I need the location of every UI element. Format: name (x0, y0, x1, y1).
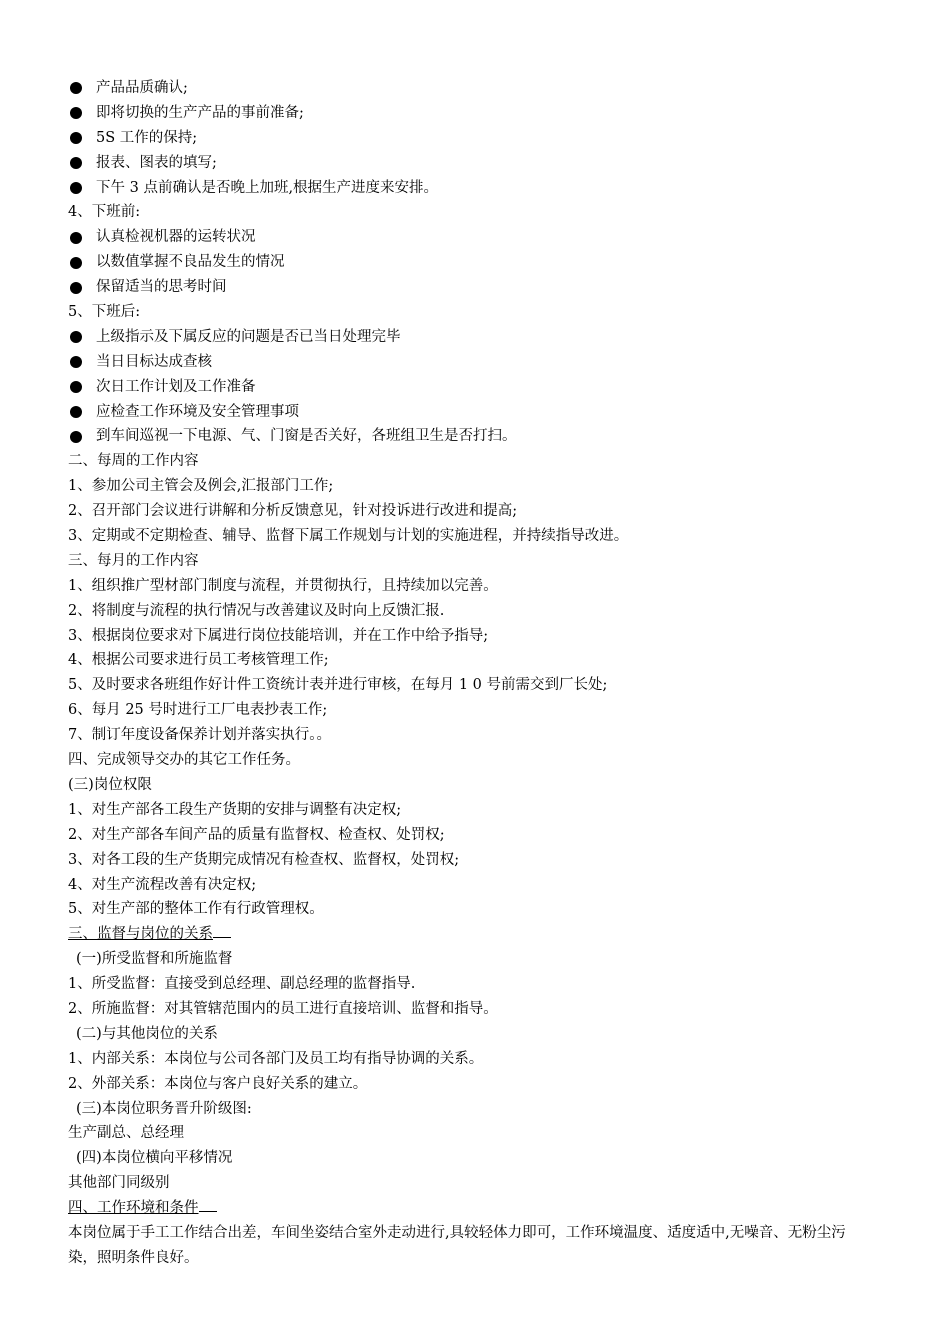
bullet-icon (70, 331, 82, 343)
authority-item: 2、对生产部各车间产品的质量有监督权、检查权、处罚权; (68, 826, 445, 843)
section-title-monthly: 三、每月的工作内容 (68, 552, 199, 569)
list-item (68, 275, 878, 300)
list-item-text: 保留适当的思考时间 (96, 279, 227, 296)
bullet-icon (70, 356, 82, 368)
list-item (68, 76, 878, 101)
bullet-icon (70, 232, 82, 244)
subsection-title-other-post: (二)与其他岗位的关系 (76, 1025, 218, 1042)
authority-item: 1、对生产部各工段生产货期的安排与调整有决定权; (68, 801, 402, 818)
list-item-text: 即将切换的生产产品的事前准备; (96, 104, 304, 121)
authority-item: 5、对生产部的整体工作有行政管理权。 (68, 901, 324, 918)
list-item (68, 101, 878, 126)
bullet-icon (70, 132, 82, 144)
list-item-text: 到车间巡视一下电源、气、门窗是否关好，各班组卫生是否打扫。 (96, 428, 517, 445)
bullet-icon (70, 157, 82, 169)
list-item (68, 126, 878, 151)
other-post-item: 1、内部关系：本岗位与公司各部门及员工均有指导协调的关系。 (68, 1050, 484, 1067)
list-item (68, 250, 878, 275)
bullet-icon (70, 182, 82, 194)
promotion-value: 生产副总、总经理 (68, 1125, 184, 1142)
weekly-item: 3、定期或不定期检查、辅导、监督下属工作规划与计划的实施进程，并持续指导改进。 (68, 528, 629, 545)
list-item-text: 上级指示及下属反应的问题是否已当日处理完毕 (96, 328, 401, 345)
list-item (68, 176, 878, 201)
authority-item: 4、对生产流程改善有决定权; (68, 876, 257, 893)
other-task: 四、完成领导交办的其它工作任务。 (68, 752, 300, 769)
relation-title-text: 三、监督与岗位的关系 (68, 926, 213, 943)
document-body (68, 76, 878, 1271)
list-item-text: 5S 工作的保持; (96, 129, 198, 146)
monthly-item: 7、制订年度设备保养计划并落实执行。。 (68, 727, 331, 744)
list-item (68, 375, 878, 400)
subsection-title-supervision: (一)所受监督和所施监督 (76, 951, 233, 968)
list-item-text: 当日目标达成查核 (96, 353, 212, 370)
monthly-item: 6、每月 25 号时进行工厂电表抄表工作; (68, 702, 328, 719)
list-item (68, 400, 878, 425)
list-item (68, 325, 878, 350)
underline-pad (199, 1197, 217, 1212)
bullet-icon (70, 406, 82, 418)
section-title-authority: (三)岗位权限 (68, 776, 152, 793)
section-title-relation (68, 922, 878, 947)
list-item-text: 以数值掌握不良品发生的情况 (96, 254, 285, 271)
supervision-item: 1、所受监督：直接受到总经理、副总经理的监督指导. (68, 976, 416, 993)
supervision-item: 2、所施监督：对其管辖范围内的员工进行直接培训、监督和指导。 (68, 1000, 498, 1017)
list-item (68, 424, 878, 449)
authority-item: 3、对各工段的生产货期完成情况有检查权、监督权，处罚权; (68, 851, 460, 868)
environment-title-text: 四、工作环境和条件 (68, 1200, 199, 1217)
bullet-icon (70, 107, 82, 119)
section-title-weekly: 二、每周的工作内容 (68, 453, 199, 470)
weekly-item: 2、召开部门会议进行讲解和分析反馈意见，针对投诉进行改进和提高; (68, 503, 518, 520)
list-item (68, 350, 878, 375)
subsection-title-lateral: (四)本岗位横向平移情况 (76, 1150, 233, 1167)
list-item-text: 认真检视机器的运转状况 (96, 229, 256, 246)
bullet-icon (70, 282, 82, 294)
list-item-text: 下午 3 点前确认是否晚上加班,根据生产进度来安排。 (96, 179, 439, 196)
monthly-item: 4、根据公司要求进行员工考核管理工作; (68, 652, 329, 669)
list-item (68, 151, 878, 176)
monthly-item: 1、组织推广型材部门制度与流程，并贯彻执行，且持续加以完善。 (68, 577, 498, 594)
lateral-value: 其他部门同级别 (68, 1175, 170, 1192)
environment-paragraph: 本岗位属于手工工作结合出差，车间坐姿结合室外走动进行,具较轻体力即可，工作环境温度、适度适中,无噪音、无粉尘污染，照明条件良好。 (68, 1224, 846, 1266)
list-item-text: 次日工作计划及工作准备 (96, 378, 256, 395)
underline-pad (213, 923, 231, 938)
other-post-item: 2、外部关系：本岗位与客户良好关系的建立。 (68, 1075, 368, 1092)
monthly-item: 2、将制度与流程的执行情况与改善建议及时向上反馈汇报. (68, 602, 445, 619)
bullet-icon (70, 431, 82, 443)
bullet-icon (70, 82, 82, 94)
section-heading: 5、下班后: (68, 304, 141, 321)
list-item (68, 225, 878, 250)
bullet-icon (70, 381, 82, 393)
bullet-icon (70, 257, 82, 269)
list-item-text: 报表、图表的填写; (96, 154, 217, 171)
list-item-text: 应检查工作环境及安全管理事项 (96, 403, 299, 420)
monthly-item: 5、及时要求各班组作好计件工资统计表并进行审核，在每月 1 0 号前需交到厂长处; (68, 677, 608, 694)
section-title-environment (68, 1196, 878, 1221)
weekly-item: 1、参加公司主管会及例会,汇报部门工作; (68, 478, 334, 495)
monthly-item: 3、根据岗位要求对下属进行岗位技能培训，并在工作中给予指导; (68, 627, 489, 644)
list-item-text: 产品品质确认; (96, 80, 188, 96)
subsection-title-promotion: (三)本岗位职务晋升阶级图: (76, 1100, 252, 1117)
section-heading: 4、下班前: (68, 204, 141, 221)
